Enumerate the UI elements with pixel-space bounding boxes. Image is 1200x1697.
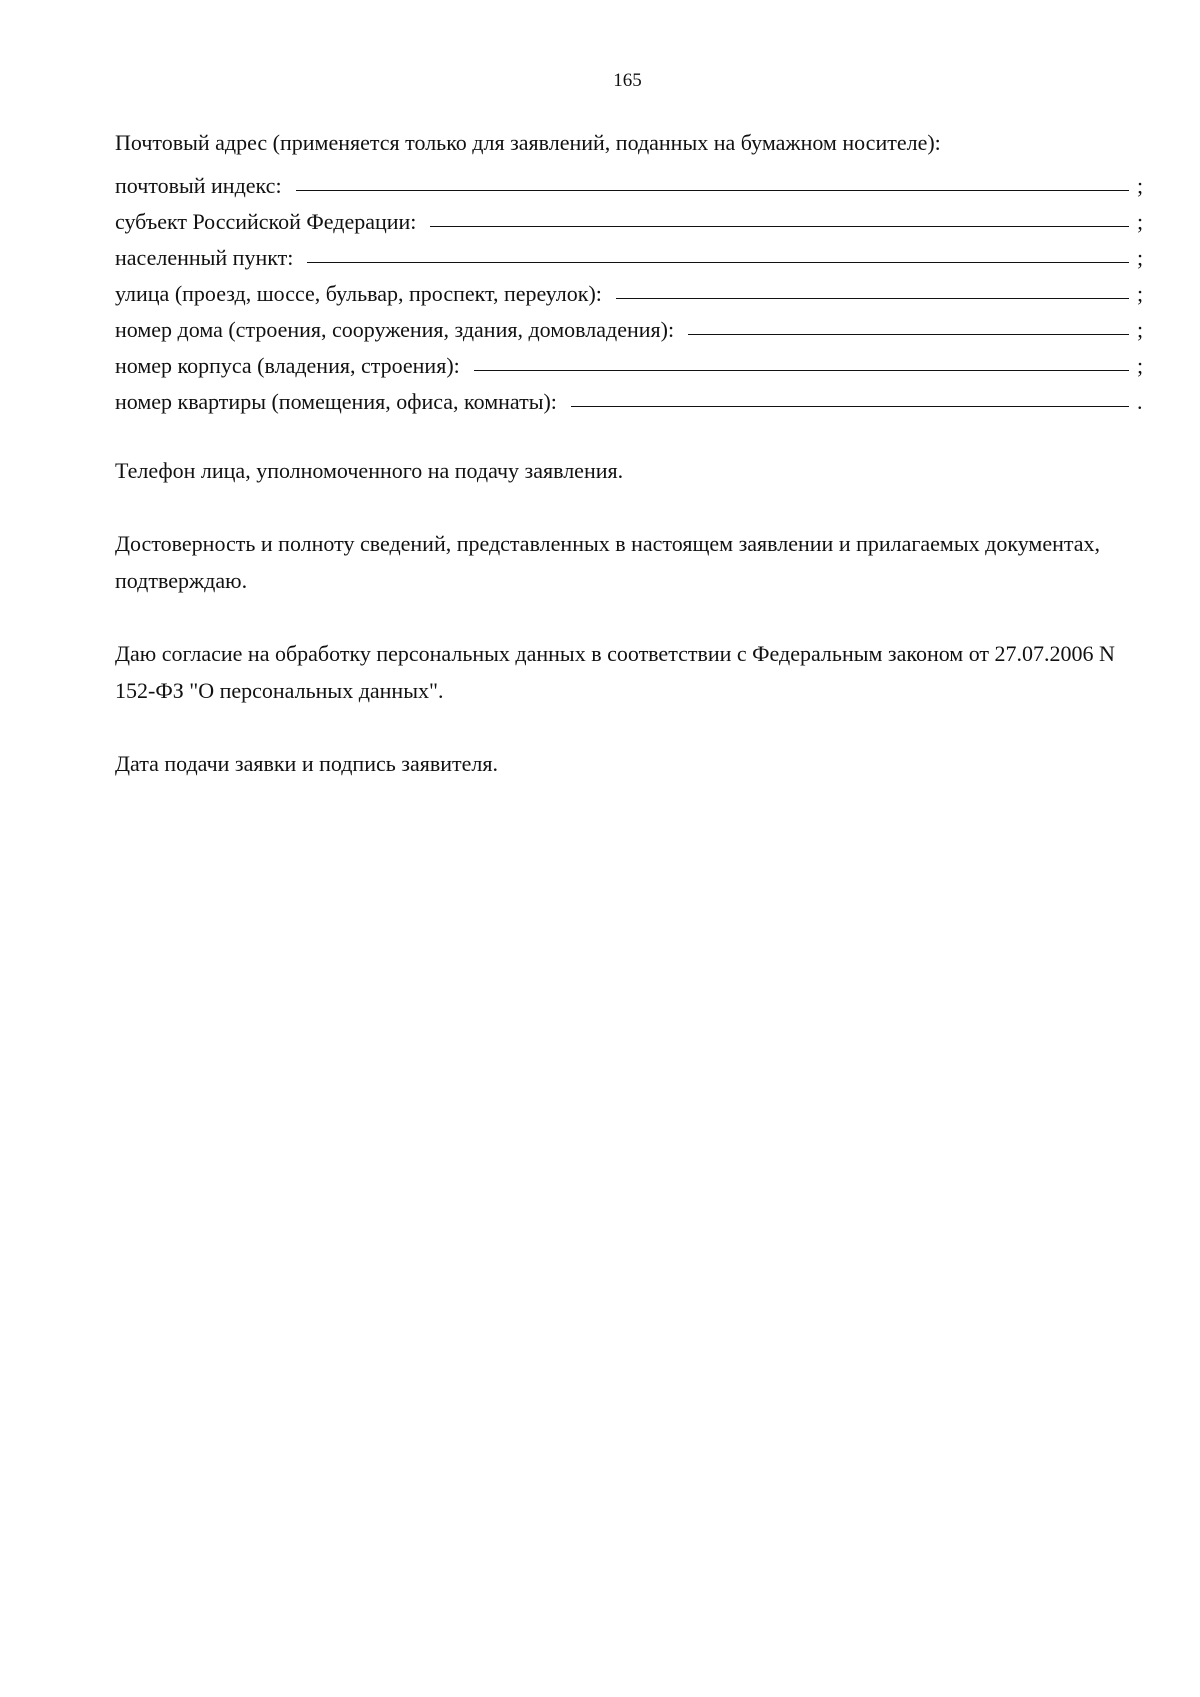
consent-paragraph: Даю согласие на обработку персональных данных в соответствии с Федеральным законом от 27.07.2006 N 152-ФЗ "О персональных данных". <box>115 641 1115 703</box>
locality-input-line[interactable] <box>307 261 1129 263</box>
field-label: почтовый индекс: <box>115 173 282 198</box>
region-input-line[interactable] <box>430 225 1129 227</box>
field-terminator: . <box>1137 389 1143 414</box>
field-region <box>115 200 1145 236</box>
postal-code-input-line[interactable] <box>296 189 1129 191</box>
date-signature-paragraph: Дата подачи заявки и подпись заявителя. <box>115 751 498 776</box>
field-label: номер дома (строения, сооружения, здания, домовладения): <box>115 317 675 342</box>
phone-paragraph: Телефон лица, уполномоченного на подачу заявления. <box>115 458 624 483</box>
street-input-line[interactable] <box>616 297 1129 299</box>
field-label: номер корпуса (владения, строения): <box>115 353 460 378</box>
field-locality <box>115 236 1145 272</box>
verification-paragraph: Достоверность и полноту сведений, представленных в настоящем заявлении и прилагаемых документах, подтверждаю. <box>115 531 1101 593</box>
apartment-number-input-line[interactable] <box>571 405 1129 407</box>
field-label: субъект Российской Федерации: <box>115 209 417 234</box>
building-number-input-line[interactable] <box>474 369 1129 371</box>
field-building-number <box>115 344 1145 380</box>
field-label: номер квартиры (помещения, офиса, комнаты): <box>115 389 557 414</box>
field-terminator: ; <box>1137 281 1144 306</box>
field-apartment-number <box>115 380 1145 416</box>
field-terminator: ; <box>1137 317 1144 342</box>
field-street <box>115 272 1145 308</box>
document-body <box>115 128 1145 782</box>
house-number-input-line[interactable] <box>688 333 1129 335</box>
field-label: населенный пункт: <box>115 245 294 270</box>
page-number: 165 <box>613 70 642 91</box>
field-house-number <box>115 308 1145 344</box>
field-postal-code <box>115 164 1145 200</box>
field-terminator: ; <box>1137 353 1144 378</box>
field-terminator: ; <box>1137 209 1144 234</box>
field-terminator: ; <box>1137 245 1144 270</box>
field-label: улица (проезд, шоссе, бульвар, проспект, переулок): <box>115 281 602 306</box>
field-terminator: ; <box>1137 173 1144 198</box>
postal-address-heading: Почтовый адрес (применяется только для заявлений, поданных на бумажном носителе): <box>115 130 941 155</box>
